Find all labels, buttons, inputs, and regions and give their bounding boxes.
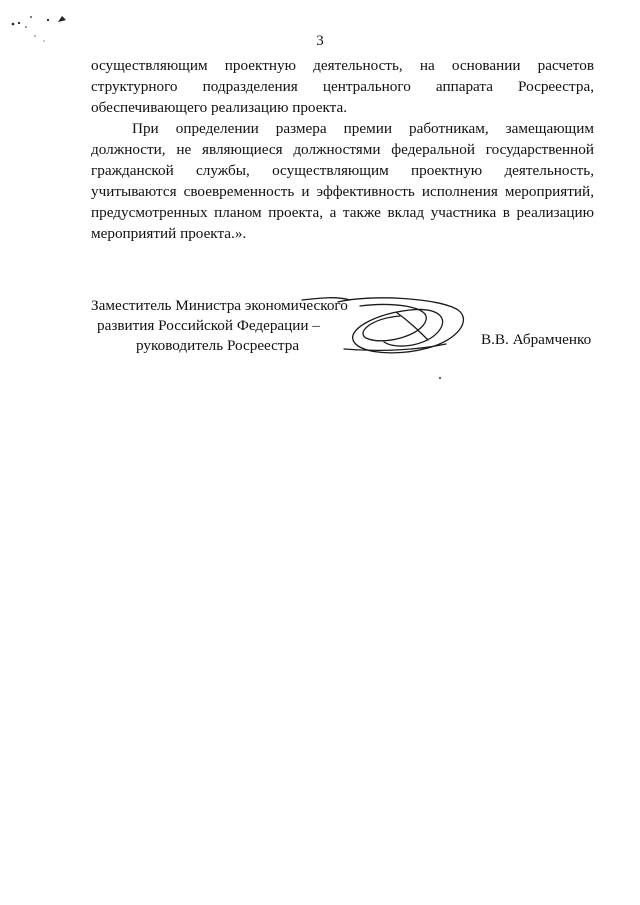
position-line: развития Российской Федерации –: [97, 317, 320, 334]
page-number: 3: [316, 33, 324, 49]
position-line: руководитель Росреестра: [136, 337, 300, 354]
text-line: осуществляющим проектную деятельность, на основании расчетов: [91, 57, 594, 74]
text-line: структурного подразделения центрального аппарата Росреестра,: [91, 78, 594, 95]
text-line: обеспечивающего реализацию проекта.: [91, 99, 347, 116]
text-line: гражданской службы, осуществляющим проектную деятельность,: [91, 162, 594, 179]
text-line: должности, не являющиеся должностями федеральной государственной: [91, 141, 594, 158]
text-line: предусмотренных планом проекта, а также вклад участника в реализацию: [91, 204, 594, 221]
scan-dot: [439, 377, 441, 379]
text-line: мероприятий проекта.».: [91, 225, 247, 242]
signer-name: В.В. Абрамченко: [481, 331, 592, 348]
document-body: [91, 55, 594, 244]
handwritten-signature: [300, 292, 475, 360]
text-line: учитываются своевременность и эффективность исполнения мероприятий,: [91, 183, 594, 200]
position-line: Заместитель Министра экономического: [91, 297, 348, 314]
text-line: При определении размера премии работникам, замещающим: [132, 120, 594, 137]
paragraph-1: [91, 55, 594, 118]
paragraph-2: [91, 118, 594, 244]
